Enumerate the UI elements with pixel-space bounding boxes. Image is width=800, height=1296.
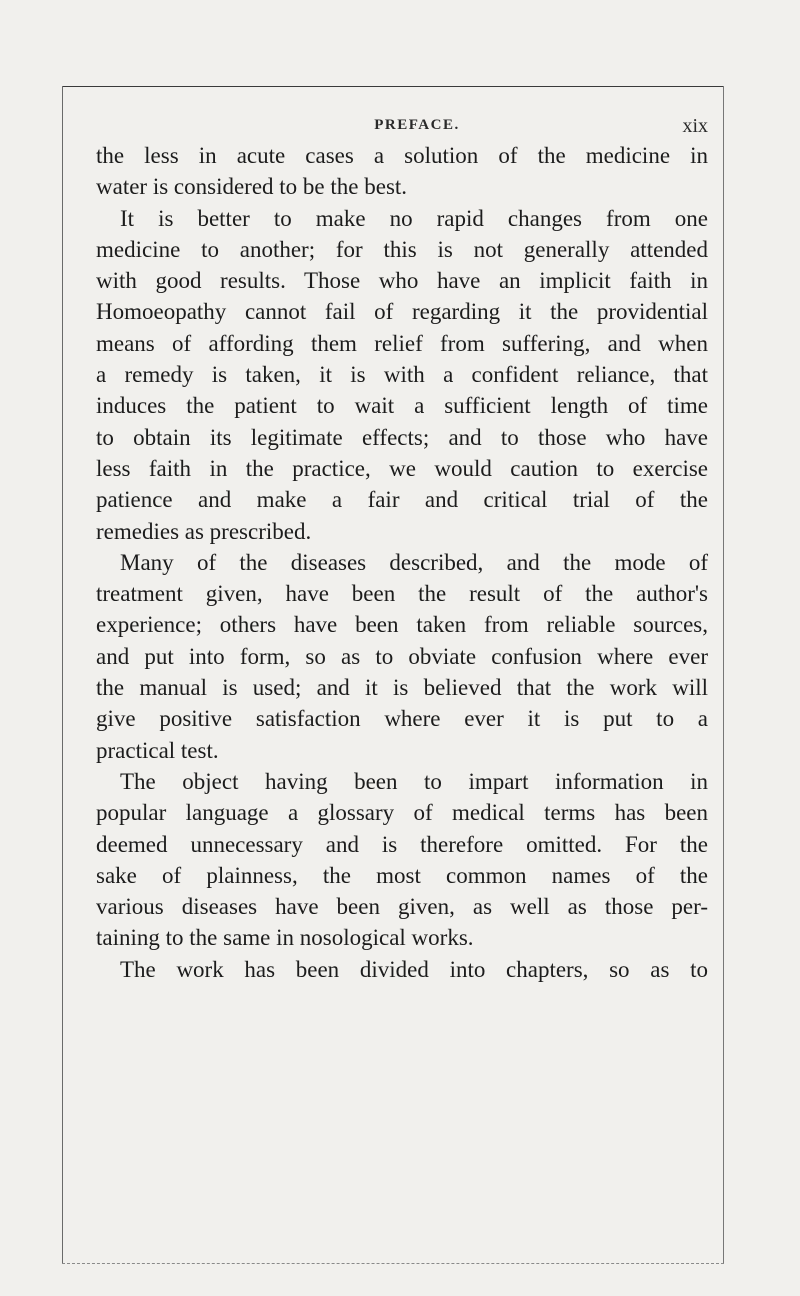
text-line: treatment given, have been the result of the author's [96,581,708,607]
text-line: Homoeopathy cannot fail of regarding it the providential [96,299,708,325]
text-line: with good results. Those who have an implicit faith in [96,268,708,294]
text-line: medicine to another; for this is not generally attended [96,236,708,262]
text-line: water is considered to be the best. [96,174,408,200]
text-line: sake of plainness, the most common names of the [96,862,708,888]
text-line: means of affording them relief from suffering, and when [96,330,708,356]
text-line: The object having been to impart information in [120,768,708,794]
text-line: taining to the same in nosological works. [96,925,474,951]
frame-top-border [62,86,724,87]
text-line: deemed unnecessary and is therefore omitted. For the [96,831,708,857]
frame-bottom-border [62,1263,724,1264]
text-line: the less in acute cases a solution of the medicine in [96,143,708,168]
text-line: induces the patient to wait a sufficient length of time [96,393,708,419]
text-line: popular language a glossary of medical terms has been [96,800,708,826]
text-line: remedies as prescribed. [96,518,312,544]
text-line: Many of the diseases described, and the mode of [120,549,708,575]
text-line: to obtain its legitimate effects; and to those who have [96,424,708,450]
text-line: The work has been divided into chapters, so as to [120,956,708,982]
text-line: a remedy is taken, it is with a confident reliance, that [96,362,708,388]
text-line: the manual is used; and it is believed that the work will [96,675,708,701]
frame-right-border [723,86,724,1264]
text-line: patience and make a fair and critical trial of the [96,487,708,513]
running-head: PREFACE. [374,117,460,133]
text-line: experience; others have been taken from reliable sources, [96,612,708,638]
text-line: less faith in the practice, we would caution to exercise [96,455,708,481]
page-number: xix [682,115,708,137]
text-line: and put into form, so as to obviate confusion where ever [96,643,708,669]
text-line: practical test. [96,737,219,763]
page-header [96,117,708,141]
body-text [96,140,708,985]
text-line: It is better to make no rapid changes from one [120,205,708,231]
frame-left-border [62,86,63,1264]
text-line: give positive satisfaction where ever it is put to a [96,706,708,732]
text-line: various diseases have been given, as well as those per- [96,894,708,920]
